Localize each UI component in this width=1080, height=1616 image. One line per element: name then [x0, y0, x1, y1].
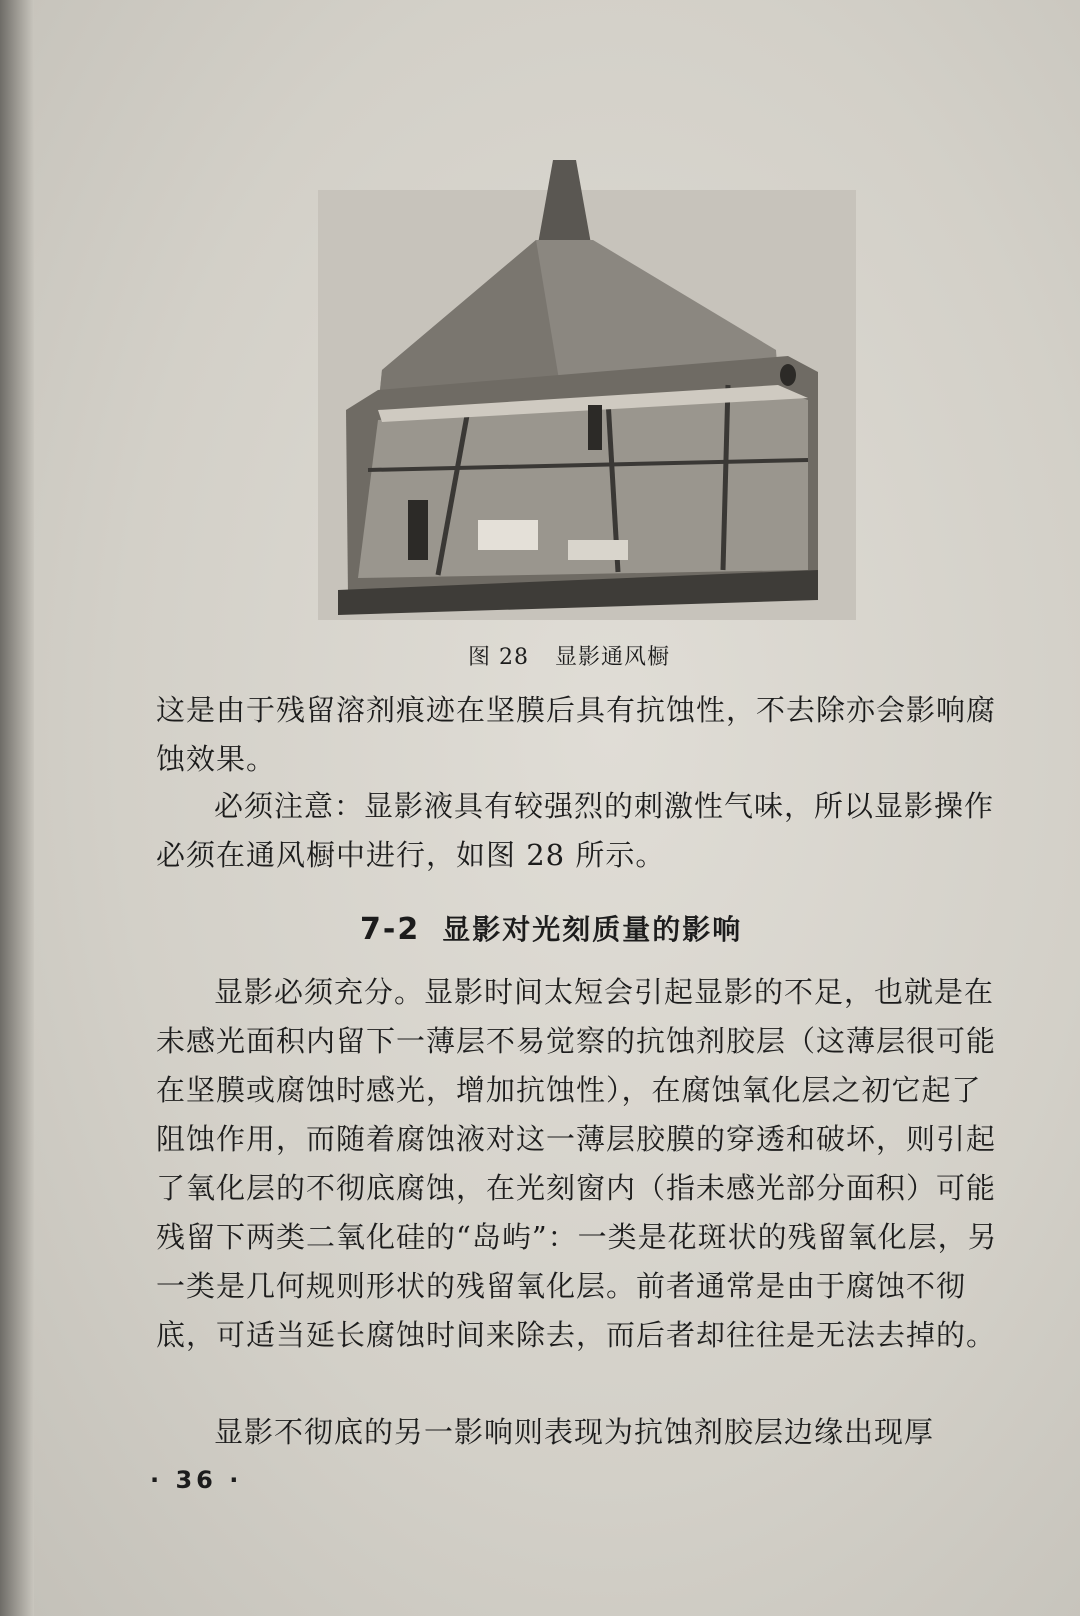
- paragraph: 这是由于残留溶剂痕迹在坚膜后具有抗蚀性，不去除亦会影响腐蚀效果。: [156, 693, 997, 776]
- paragraph-continued-text: 显影不彻底的另一影响则表现为抗蚀剂胶层边缘出现厚: [214, 1415, 935, 1449]
- section-title: 显影对光刻质量的影响: [442, 913, 743, 946]
- figure-number: 图 28: [468, 645, 529, 670]
- paragraph-development-text: 显影必须充分。显影时间太短会引起显影的不足，也就是在未感光面积内留下一薄层不易觉察的抗蚀剂胶层（这薄层很可能在坚膜或腐蚀时感光，增加抗蚀性），在腐蚀氧化层之初它起了阻蚀作用，而随着腐蚀液对这一薄层胶膜的穿透和破坏，则引起了氧化层的不彻底腐蚀，在光刻窗内（指未感光部分面积）可能残留下两类二氧化硅的“岛屿”：一类是花斑状的残留氧化层，另一类是几何规则形状的残留氧化层。前者通常是由于腐蚀不彻底，可适当延长腐蚀时间来除去，而后者却往往是无法去掉的。: [156, 975, 998, 1352]
- paragraph-continued: [156, 1408, 1006, 1457]
- book-spine-shadow: [0, 0, 34, 1616]
- section-number: 7-2: [360, 912, 421, 947]
- paragraph-note: [156, 782, 1006, 880]
- figure-caption-text: 显影通风橱: [555, 645, 671, 670]
- page-number: · 36 ·: [150, 1466, 243, 1494]
- section-heading: [360, 908, 742, 948]
- fume-hood-photo: [318, 160, 856, 620]
- figure-caption: [468, 640, 670, 671]
- paragraph-note-text: 必须注意：显影液具有较强烈的刺激性气味，所以显影操作必须在通风橱中进行，如图 28 所示。: [156, 789, 995, 872]
- paragraph-development: [156, 968, 1006, 1360]
